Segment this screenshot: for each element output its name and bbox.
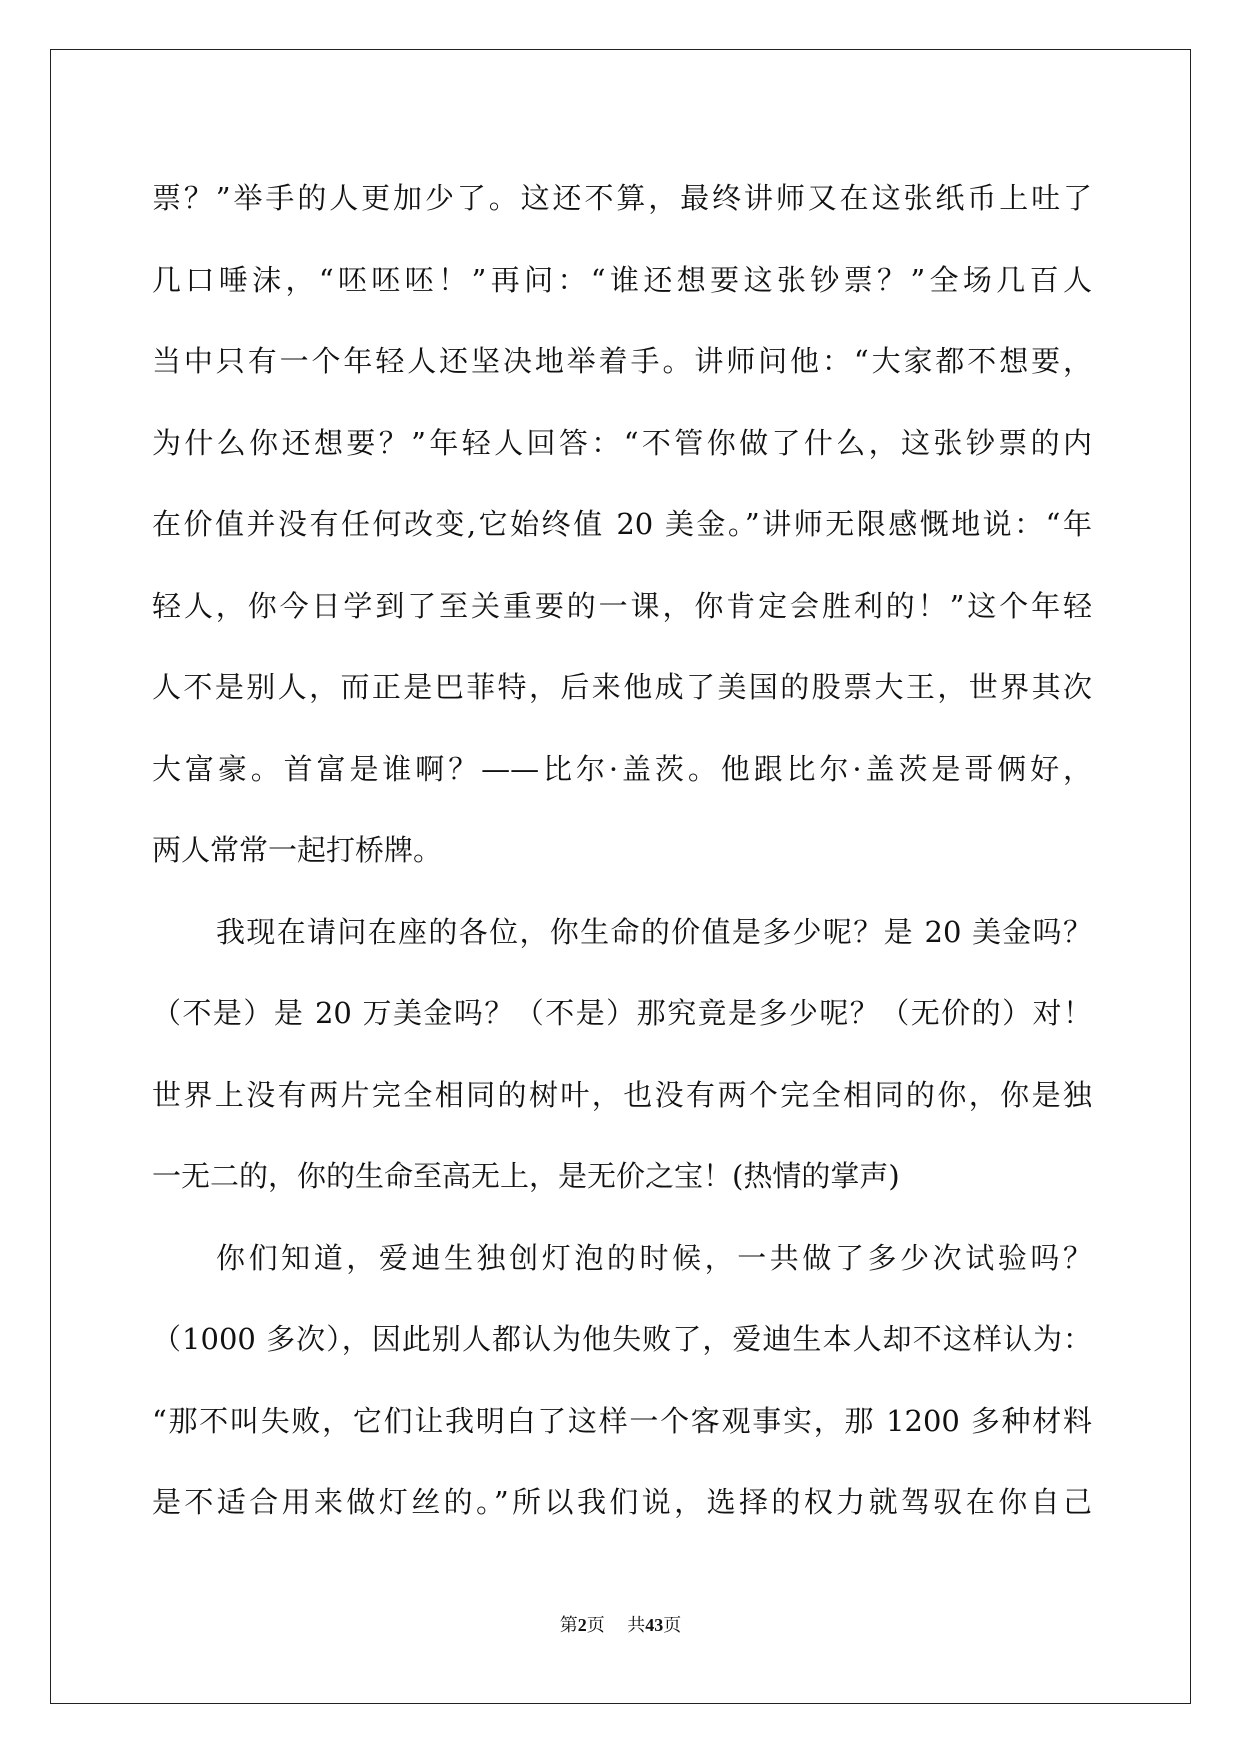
text-line: “那不叫失败，它们让我明白了这样一个客观事实，那 1200 多种材料 bbox=[152, 1403, 1092, 1438]
total-suffix: 页 bbox=[663, 1615, 682, 1635]
text-line: 为什么你还想要？”年轻人回答：“不管你做了什么，这张钞票的内 bbox=[152, 425, 1092, 460]
page-footer bbox=[0, 1611, 1241, 1637]
total-prefix: 共 bbox=[627, 1615, 646, 1635]
text-line: 当中只有一个年轻人还坚决地举着手。讲师问他：“大家都不想要， bbox=[152, 344, 1092, 378]
text-line: 你们知道，爱迪生独创灯泡的时候，一共做了多少次试验吗？ bbox=[216, 1240, 1092, 1275]
text-line: 我现在请问在座的各位，你生命的价值是多少呢？是 20 美金吗？ bbox=[216, 914, 1092, 949]
text-line: 轻人，你今日学到了至关重要的一课，你肯定会胜利的！”这个年轻 bbox=[152, 588, 1092, 623]
text-line: 几口唾沫，“呸呸呸！”再问：“谁还想要这张钞票？”全场几百人 bbox=[152, 262, 1092, 297]
text-line: 大富豪。首富是谁啊？——比尔·盖茨。他跟比尔·盖茨是哥俩好， bbox=[152, 751, 1092, 786]
text-line: 两人常常一起打桥牌。 bbox=[152, 833, 443, 867]
page-prefix: 第 bbox=[559, 1615, 578, 1635]
page-suffix: 页 bbox=[586, 1615, 605, 1635]
text-line: （不是）是 20 万美金吗？（不是）那究竟是多少呢？（无价的）对！ bbox=[152, 996, 1092, 1030]
text-line: 世界上没有两片完全相同的树叶，也没有两个完全相同的你，你是独 bbox=[152, 1077, 1092, 1112]
page-number: 2 bbox=[577, 1615, 587, 1635]
total-pages: 43 bbox=[645, 1615, 664, 1635]
text-line: 票？”举手的人更加少了。这还不算，最终讲师又在这张纸币上吐了 bbox=[152, 181, 1092, 215]
document-body bbox=[152, 158, 1092, 1544]
text-line: 人不是别人，而正是巴菲特，后来他成了美国的股票大王，世界其次 bbox=[152, 670, 1092, 704]
text-line: 在价值并没有任何改变,它始终值 20 美金。”讲师无限感慨地说：“年 bbox=[152, 507, 1092, 541]
text-line: 是不适合用来做灯丝的。”所以我们说，选择的权力就驾驭在你自己 bbox=[152, 1485, 1092, 1519]
text-line: （1000 多次），因此别人都认为他失败了，爱迪生本人却不这样认为： bbox=[152, 1322, 1092, 1356]
text-line: 一无二的，你的生命至高无上，是无价之宝！(热情的掌声) bbox=[152, 1159, 900, 1193]
